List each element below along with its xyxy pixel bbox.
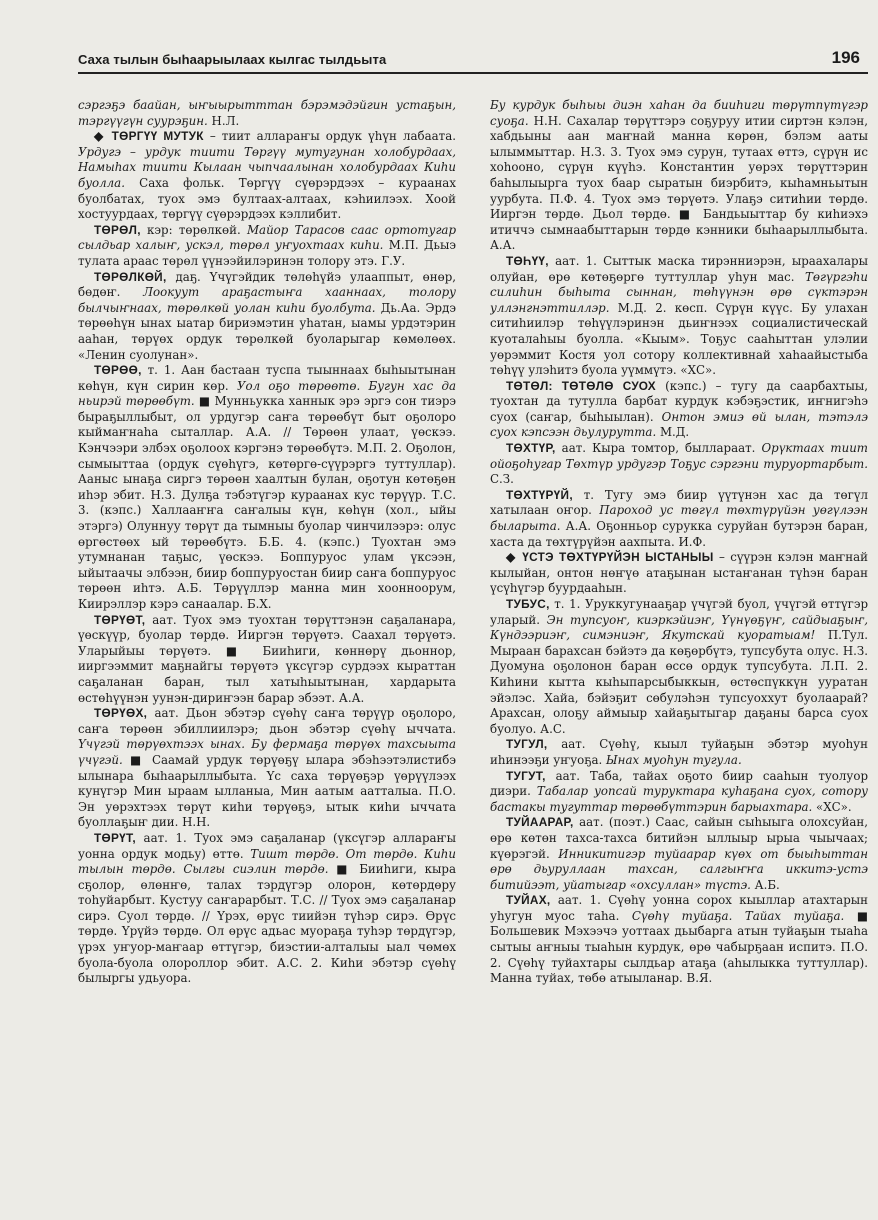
entry-headword: ТУЙАХ,	[506, 893, 551, 908]
entry-definition: аат. 1. Сүөһү уонна сорох кыыллар атахтарын уһугун муос таһа.	[490, 893, 868, 923]
entry-definition: аат. Сүөһү, кыыл туйаҕын эбэтэр муоһун иһинээҕи уҥуоҕа.	[490, 737, 868, 767]
dictionary-entry	[490, 98, 868, 254]
entry-headword: ТӨРҮТ,	[94, 830, 136, 845]
dictionary-entry	[490, 769, 868, 816]
entry-headword: ◆ ҮСТЭ ТӨХТҮРҮЙЭН ЫСТАНЫЫ	[506, 550, 714, 565]
entry-example: Эн тупсуоҥ, киэркэйиэҥ, Үүнүөҕүҥ, сайдыаҕыҥ, Күндээриэҥ, симэниэҥ, Якутскай куоратыам!	[490, 612, 868, 643]
entry-headword: ТӨРӨЛ,	[94, 222, 141, 237]
entry-definition: аат. Таба, тайах оҕото биир сааһын туолуор диэри.	[490, 768, 868, 799]
dictionary-entry	[490, 597, 868, 737]
entry-definition: т. 1. Уруккугунааҕар үчүгэй буол, үчүгэй өттүгэр уларый.	[490, 597, 868, 627]
entry-example: Пароход ус төгүл төхтүрүйэн уөгүлээн быларыта.	[490, 503, 868, 534]
dictionary-entry	[490, 815, 868, 893]
dictionary-entry	[490, 737, 868, 768]
entry-example: Бу курдук быһыы диэн хаһан да бииһиги төрүтпүтүгэр суоҕа.	[490, 98, 868, 128]
entry-definition: аат. 1. Сыттык маска тирэнниэрэн, ыраахалары олуйан, өрө көтөҕөргө туттуллар уһун мас.	[490, 253, 868, 284]
dictionary-entry	[78, 613, 456, 707]
entry-continuation: А.А. Оҕонньор сурукка суруйан бутэрэн баран, хаста да төхтүрүйэн аахпыта. И.Ф.	[490, 519, 868, 549]
entry-headword: ТӨХТҮР,	[506, 441, 556, 456]
entry-definition: т. Тугу эмэ биир үүтүнэн хас да төгүл хатылаан оҥор.	[490, 487, 868, 518]
entry-definition: т. 1. Аан бастаан туспа тыыннаах быһыытынан көһүн, күн сирин көр.	[78, 363, 456, 393]
entry-example: Инникитигэр туйаарар күөх от быыһыттан өрө дьуруллаан тахсан, салгыҥҥа иккитэ-устэ битийээт, уйатыгар «охсуллан» түстэ.	[490, 846, 868, 892]
dictionary-entry	[490, 893, 868, 987]
entry-example: Табалар уопсай туруктара куһаҕана суох, сотору бастакы тугуттар төрөөбүттэрин барыахтара.	[490, 784, 868, 814]
entry-definition: аат. Туох эмэ туохтан төрүттэнэн саҕаланара, үөскүүр, буолар төрдө. Ииргэн төрүөтэ. Саахал төрүөтэ. Уларыйыы төрүөтэ.	[78, 612, 456, 658]
entry-headword: ТУЙААРАР,	[506, 815, 574, 830]
entry-definition: аат. 1. Туох эмэ саҕаланар (үксүгэр аллараҥы уонна ордук модьу) өттө.	[78, 830, 456, 861]
entry-headword: ТӨТӨЛ: ТӨТӨЛӨ СУОХ	[506, 378, 656, 393]
entry-headword: ТӨРӨЛКӨЙ,	[94, 269, 167, 284]
entry-example: Онтон эмиэ өй ылан, тэтэлэ суох кэпсээн дьулурутта.	[490, 409, 868, 440]
left-column	[78, 98, 456, 1128]
entry-headword: ТУГУЛ,	[506, 737, 548, 752]
entry-headword: ТӨҺҮҮ,	[506, 253, 549, 268]
dictionary-entry	[78, 706, 456, 831]
entry-example: Уол оҕо төрөөтө. Бугун хас да ньирэй төрөөбүт.	[78, 378, 456, 409]
entry-continuation: Саха фольк. Төргүү сүөрэрдээх – кураанах буолбатах, туох эмэ бултаах-алтаах, кэһиилээх. Хоой хостуурдаах, төргүү сүөрэрдээх кэллибит.	[78, 175, 456, 222]
entry-example: Урдугэ – урдук тиити Төргүү мутугунан холобурдааx, Намыһах тиити Кылаан чыпчаалынан холобурдаах Киһи буолла.	[78, 144, 456, 190]
entry-definition: кэр: төрөлкөй.	[140, 222, 241, 237]
entry-continuation: ■ Саамай урдук төрүөҕү ылара эбэһээтэлистибэ ылынара быһаарыллыбыта. Үс саха төрүөҕэр үөрүүлээх кунүгэр Мин ыраам ылланыа, Мин аатым аатталыа. П.О. Эн уөрэхтээх төрүт киһи төрүөҕэ, ытык киһи ыччата буоллаҕыҥ дии. Н.Н.	[78, 752, 456, 830]
entry-headword: ◆ ТӨРГҮҮ МУТУК	[94, 129, 204, 144]
dictionary-entry	[490, 488, 868, 550]
dictionary-entry	[78, 223, 456, 270]
entry-definition: аат. (поэт.) Саас, сайын сыһыыга олохсуйан, өрө көтөн тахса-тахса битийэн ыллыыр ырыа чыычаах; күөрэгэй.	[490, 815, 868, 861]
entry-definition: (кэпс.) – тугу да саарбахтыы, туохтан да тутулла барбат курдук кэбэҕэстик, иҥнигэһэ суох (саҥар, быһыылан).	[490, 378, 868, 424]
entry-example: Үчүгэй төрүөхтээх ынах. Бу фермаҕа төрүөх тахсыыта үчүгэй.	[78, 737, 456, 767]
entry-continuation: ■ Бииһиги, кыра сҕолор, өлөнҥө, талах тэрдүгэр олорон, көтөрдөру тоһуйарбыт. Кустуу саҥарарбыт. Т.С. // Туох эмэ саҕаланар сирэ. Суол төрдө. // Үрэх, өрүс тиийэн түһэр сирэ. Өрүс төрдө. Үрүйэ төрдө. Ол өрүс адьас муораҕа туһэр төрдүгэр, үрэх уҥуор-маҥаар өттүгэр, биэстии-алталыы ыал чөмөх буола-буола олороллор эбит. А.С. 2. Киһи эбэтэр сүөһү былыргы удьуора.	[78, 862, 456, 986]
entry-example: Орүктаах тиит ойоҕоһугар Төхтүр урдугэр Тоҕус сэргэни туруортарбыт.	[490, 441, 868, 471]
entry-definition: аат. Дьон эбэтэр сүөһү саҥа төрүүр оҕолоро, саҥа төрөөн эбиллиилэрэ; дьон эбэтэр сүөһү ыччата.	[78, 706, 456, 736]
dictionary-entry	[78, 363, 456, 613]
right-column	[490, 98, 868, 1128]
entry-continuation: ■ Мунньукка ханнык эрэ эргэ сон тиэрэ быраҕыллыбыт, ол урдугэр саҥа төрөөбүт быт оҕолоро кыймаҥнаһа сыталлар. А.А. // Төрөөн улаат, үөскээ. Кэнчээри элбэх оҕолоох кэргэнэ төрөөбүтэ. М.П. 2. Оҕолон, сымыыттаа (ордук сүөһүгэ, көтөргө-сүүрэргэ туттуллар). Ааныс ынаҕа сиргэ төрөөн хаалтын булан, оҕотун көтөҕөн иһэр эбит. Н.З. Дулҕа тэбэтүгэр кураанах кус төрүүр. Т.С. 3. (кэпс.) Халлааҥҥа саҥалыы күн, көһүн (хол., ыйы этэргэ) Олуннуу төрүт да тымныы буолар чинчилээрэ: олус өргөстөөх ый төрөөбүтэ. Б.Б. 4. (кэпс.) Туохтан эмэ утумнанан таҕыс, үөскээ. Боппуруос улам үксээн, ыйытаачы элбээн, биир боппуруостан биир саҥа боппуруос төрөөн иһтэ. А.Б. Төрүүллэр манна мин хоонноорум, Киирэллэр кэрэ санаалар. Б.Х.	[78, 394, 456, 611]
entry-headword: ТӨРӨӨ,	[94, 363, 142, 378]
entry-continuation: Н.Н. Сахалар төрүттэрэ соҕуруу итии сиртэн кэлэн, хабдьыны аан маҥнай манна көрөн, бэлэм ааты ылыммыттар. Н.З. 3. Туох эмэ сурун, тутаах өттэ, сүрүн ис хоһооно, сүрүн күүһэ. Константин уөрэх төрүттэрин баһылыырга туох баар сыратын биэрбитэ, кыһамньытын уурбута. П.Ф. 4. Туох эмэ төрүөтэ. Улаҕэ ситиһии төрдө. Ииргэн төрдө. Дьол төрдө. ■ Бандьыыттар бу киһиэхэ итиччэ сымнаабыттарын төрдө кэнники быһаарыллыбыта. А.А.	[490, 113, 868, 253]
dictionary-entry	[78, 831, 456, 987]
entry-definition: даҕ. Үчүгэйдик төлөһүйэ улааппыт, өнөр, бөдөҥ.	[78, 269, 456, 300]
dictionary-entry	[78, 129, 456, 223]
entry-example: Тишт төрдө. От төрдө. Киһи тылын төрдө. Сылгы сиэлин төрдө.	[78, 846, 456, 877]
entry-definition: аат. Кыра томтор, быллараат.	[555, 441, 756, 456]
entry-headword: ТӨХТҮРҮЙ,	[506, 487, 573, 502]
entry-continuation: ■ Большевик Мэхээчэ уоттаах дьыбарга атын туйаҕын тыаһа сытыы аҥныы тыаһын курдук, өрө чабырҕаан испитэ. П.О. 2. Сүөһү туйахтары сылдьар атаҕа (аһылыкка туттуллар). Манна туйах, төбө атыыланар. В.Я.	[490, 908, 868, 986]
entry-example: Ынах муоһун тугула.	[602, 752, 742, 767]
entry-example: Лоокуут араҕастыҥа хааннаах, толору былчыҥнаах, төрөлкөй уолан киһи буолбута.	[78, 285, 456, 315]
entry-continuation: А.Б.	[750, 877, 780, 892]
entry-headword: ТУГУТ,	[506, 768, 546, 783]
entry-headword: ТӨРҮӨХ,	[94, 706, 148, 721]
entry-continuation: Н.Л.	[207, 113, 240, 128]
entry-continuation: С.З.	[490, 472, 514, 487]
text-columns	[78, 98, 868, 1128]
entry-continuation: «ХС».	[812, 799, 852, 814]
entry-example: Төгүргэһи силиһин быһыта сыннан, төһүүнэн өрө сүктэрэн уллэнгнэттиллэр.	[490, 269, 868, 315]
dictionary-entry	[490, 550, 868, 597]
entry-example: Сүөһү туйаҕа. Тайах туйаҕа.	[619, 908, 845, 923]
entry-continuation: М.Д.	[656, 425, 690, 440]
entry-definition: – тиит аллараҥы ордук үһүн лабаата.	[203, 129, 456, 144]
entry-continuation: М.П. Дьыэ тулата араас төрөл үүнээйилэринэн толору этэ. Г.У.	[78, 238, 456, 268]
dictionary-entry	[78, 98, 456, 129]
entry-continuation: ■ Бииһиги, көннөрү дьоннор, ииргээммит маҕнайгы төрүөтэ үксүгэр сурдээх кыраттан саҕаланан баран, тыл хатыһыытынан, хардарыта өстөһүүнэн уунэн-дириҥээн барар эбээт. А.А.	[78, 643, 456, 705]
entry-definition: – сүүрэн кэлэн маҥнай кылыйан, онтон нөҥүө атаҕынан ыстаҥанан түһэн баран үсүһүгэр буурдааһын.	[490, 550, 868, 596]
running-head-title: Саха тылын быһаарыылаах кылгас тылдьыта	[78, 52, 387, 67]
dictionary-entry	[490, 254, 868, 379]
entry-continuation: П.Тул. Мыраан барахсан бэйэтэ да көҕөрбүтэ, тупсубута олус. Н.З. Дуомуна оҕолонон баран өссө ордук тупсубута. Л.П. 2. Киһини кытта кыһыпарсыбыккын, өстөспүккүн ууратан эйэлэс. Хайа, бэйэҕит сөбулэһэн тупсуоххут буолаарай? Арахсан, олоҕу аймыыр хайаҕытыгар даҕаны барса суох буолуо. А.С.	[490, 628, 868, 736]
dictionary-entry	[78, 270, 456, 364]
dictionary-entry	[490, 441, 868, 488]
entry-continuation: М.Д. 2. көсп. Сүрүн күүс. Бу улахан ситиһиилэр төһүүлэринэн дьиҥнээх социалистическай куоталаһыы буолла. «Кыым». Тоҕус сааһыттан улэлии уөрэммит Костя уол сотору коллективнай хаһаайыстыба төһүү улэһитэ буола уүммүтэ. «ХС».	[490, 300, 868, 378]
entry-headword: ТУБУС,	[506, 597, 550, 611]
dictionary-entry	[490, 379, 868, 441]
entry-example: сэргэҕэ баайан, ыҥыырытттан бэрэмэдэйгин устаҕын, тэргүүгүн суурэҕин.	[78, 98, 456, 128]
entry-headword: ТӨРҮӨТ,	[94, 612, 146, 627]
running-head	[78, 50, 868, 74]
entry-continuation: Дь.Аа. Эрдэ төрөөһүн ынах ыатар бириэмэтин уһатан, ыамы урдэтэрин ааһан, төрүөх ордук төрөлкөй буоларыгар көмөлөөх. «Ленин суолунан».	[78, 300, 456, 362]
entry-example: Майор Тарасов саас ортотугар сылдьар халыҥ, ускэл, төрөл уҥуохтаах киһи.	[78, 222, 456, 253]
page-number: 196	[831, 48, 860, 67]
